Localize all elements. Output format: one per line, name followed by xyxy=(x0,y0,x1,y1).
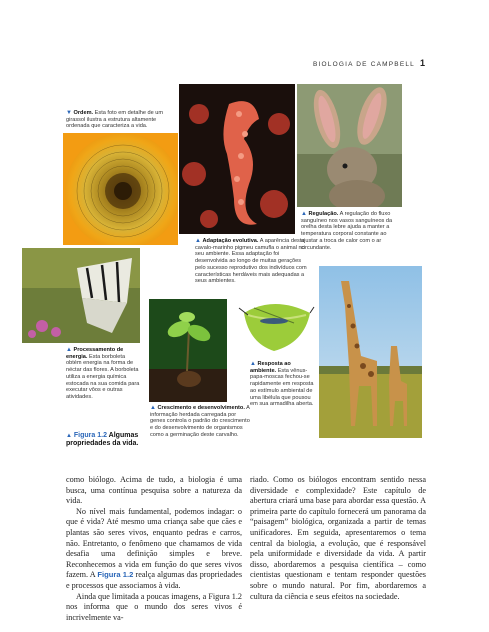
triangle-marker-icon: ▼ xyxy=(66,110,72,116)
caption-title: Regulação. xyxy=(308,211,339,217)
caption-title: Resposta ao ambiente. xyxy=(250,361,291,374)
paragraph: No nível mais fundamental, podemos indagar: o que é vida? Até mesmo uma criança sabe que cães e plantas são seres vivos, enquanto pedras e carros, não. Entretanto, o fenômeno que chamamos de vida desafia uma definição simples e breve. Reconhecemos a vida em função do que seres vivos fazem. A Figura 1.2 realça algumas das propriedades e processos que associamos à vida. xyxy=(66,506,242,590)
caption-text: Esta foto em detalhe de um girassol ilustra a estrutura altamente ordenada que caracteriza a vida. xyxy=(66,110,164,130)
giraffes-photo xyxy=(319,266,422,438)
running-header xyxy=(0,58,429,70)
figure-title: Algumas propriedades da vida. xyxy=(66,432,139,448)
paragraph: riado. Como os biólogos encontram sentido nessa diversidade e complexidade? Este capítulo de abertura criará uma base para abordar essa questão. A primeira parte do capítulo fornecerá um panorama da “paisagem” biológica, organizada a partir de temas unificadores. Em seguida, apresentaremos o tema central da biologia, a evolução, que é responsável pela uniformidade e diversidade da vida. A partir disso, abordaremos a pesquisa científica – como cientistas questionam e tentam responder questões sobre o mundo natural. Por fim, abordaremos a cultura da ciência e seus efeitos na sociedade. xyxy=(250,475,426,601)
caption-text: A aparência deste cavalo-marinho pigmeu camufla o animal no seu ambiente. Essa adaptação foi desenvolvida ao longo de muitas gerações pelo sucesso reprodutivo dos indivíduos com características herdáveis mais adequadas a seus ambientes. xyxy=(195,238,307,285)
caption-text: A informação herdada carregada por genes controla o padrão do crescimento e do desenvolvimento de organismos como a germinação deste carvalho. xyxy=(150,405,250,438)
oak-seedling-photo xyxy=(149,299,227,402)
page-number: 1 xyxy=(420,58,426,68)
hare-photo xyxy=(297,84,402,207)
body-column-right xyxy=(250,475,426,602)
sunflower-photo xyxy=(63,133,178,245)
caption-title: Processamento de energia. xyxy=(66,347,124,360)
caption-resposta xyxy=(250,361,316,408)
triangle-marker-icon: ▲ xyxy=(66,347,72,353)
triangle-marker-icon: ▲ xyxy=(195,238,201,244)
caption-ordem xyxy=(66,110,172,130)
paragraph: como biólogo. Acima de tudo, a biologia é uma busca, uma contínua pesquisa sobre a natureza da vida. xyxy=(66,475,242,506)
triangle-marker-icon: ▲ xyxy=(301,211,307,217)
caption-title: Ordem. xyxy=(73,110,94,116)
caption-text: Esta borboleta obtém energia na forma de néctar das flores. A borboleta utiliza a energia química estocada na sua comida para executar vôos e outras atividades. xyxy=(66,353,140,400)
caption-processamento xyxy=(66,347,140,401)
triangle-marker-icon: ▲ xyxy=(66,433,72,439)
venus-flytrap-photo xyxy=(234,293,316,358)
paragraph: Ainda que limitada a poucas imagens, a Figura 1.2 nos informa que o mundo dos seres vivos é incrivelmente va- xyxy=(66,591,242,622)
triangle-marker-icon: ▲ xyxy=(150,405,156,411)
caption-title: Adaptação evolutiva. xyxy=(202,238,259,244)
caption-regulacao xyxy=(301,211,401,251)
caption-text: A regulação do fluxo sanguíneo nos vasos sanguíneos da orelha desta lebre ajuda a manter a temperatura corporal constante ao ajustar a troca de calor com o ar circundante. xyxy=(301,211,393,251)
body-column-left xyxy=(66,475,242,623)
seahorse-photo xyxy=(179,84,295,234)
caption-adaptacao xyxy=(195,238,307,285)
figure-number: Figura 1.2 xyxy=(73,432,107,439)
caption-crescimento xyxy=(150,405,250,439)
triangle-marker-icon: ▲ xyxy=(250,361,256,367)
caption-title: Crescimento e desenvolvimento. xyxy=(157,405,245,411)
figure-caption xyxy=(66,432,146,449)
figure-reference-link[interactable]: Figura 1.2 xyxy=(97,570,134,580)
butterfly-photo xyxy=(22,248,140,343)
caption-text: Esta vênus-papa-moscas fechou-se rapidamente em resposta ao estímulo ambiental de uma libélula que pousou em sua armadilha aberta. xyxy=(250,367,314,408)
book-title: BIOLOGIA DE CAMPBELL xyxy=(312,61,415,68)
